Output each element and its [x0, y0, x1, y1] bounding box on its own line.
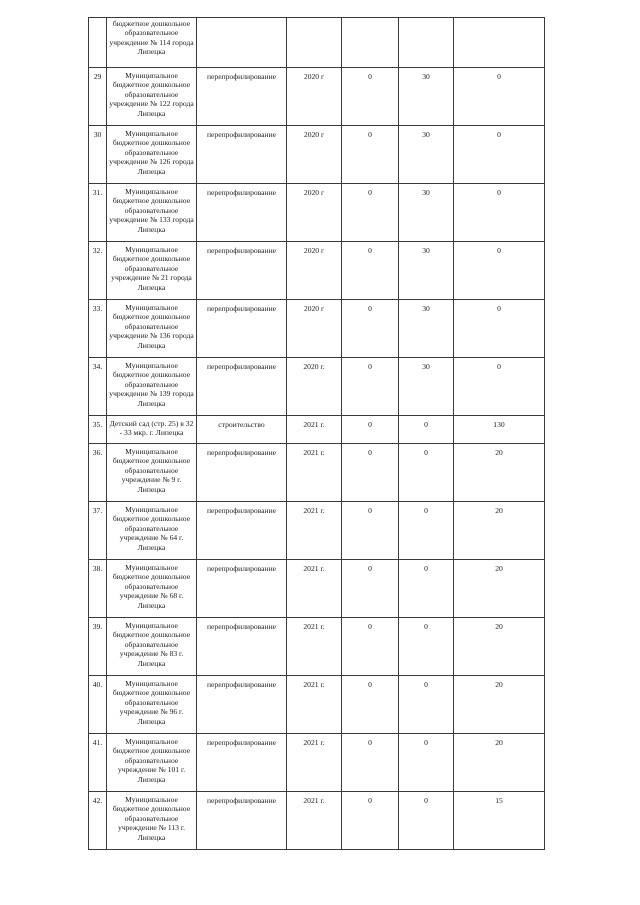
institution-name-cell: Детский сад (стр. 25) в 32 - 33 мкр. г. Липецка	[107, 416, 197, 444]
value-3-cell: 20	[454, 676, 545, 734]
year-cell: 2020 г	[287, 184, 342, 242]
row-number-cell: 31.	[89, 184, 107, 242]
value-2-cell: 30	[399, 126, 454, 184]
work-type-cell: перепрофилирование	[197, 618, 287, 676]
value-2-cell: 0	[399, 676, 454, 734]
work-type-cell: перепрофилирование	[197, 444, 287, 502]
value-3-cell: 0	[454, 126, 545, 184]
value-1-cell: 0	[342, 184, 399, 242]
value-1-cell: 0	[342, 126, 399, 184]
work-type-cell: перепрофилирование	[197, 676, 287, 734]
row-number-cell: 32.	[89, 242, 107, 300]
year-cell: 2021 г.	[287, 416, 342, 444]
value-2-cell: 0	[399, 618, 454, 676]
institution-name-cell: Муниципальное бюджетное дошкольное образовательное учреждение № 68 г. Липецка	[107, 560, 197, 618]
value-3-cell: 20	[454, 734, 545, 792]
year-cell: 2021 г.	[287, 734, 342, 792]
value-3-cell: 15	[454, 792, 545, 850]
row-number-cell: 29	[89, 68, 107, 126]
year-cell: 2020 г	[287, 300, 342, 358]
institution-name-cell: Муниципальное бюджетное дошкольное образовательное учреждение № 126 города Липецка	[107, 126, 197, 184]
value-2-cell: 0	[399, 416, 454, 444]
institution-name-cell: Муниципальное бюджетное дошкольное образовательное учреждение № 21 города Липецка	[107, 242, 197, 300]
table-row	[89, 792, 545, 850]
value-2-cell: 0	[399, 560, 454, 618]
work-type-cell: перепрофилирование	[197, 126, 287, 184]
work-type-cell: перепрофилирование	[197, 68, 287, 126]
institution-name-cell: Муниципальное бюджетное дошкольное образовательное учреждение № 133 города Липецка	[107, 184, 197, 242]
work-type-cell: перепрофилирование	[197, 242, 287, 300]
value-2-cell: 30	[399, 242, 454, 300]
table-row	[89, 502, 545, 560]
institution-name-cell: Муниципальное бюджетное дошкольное образовательное учреждение № 101 г. Липецка	[107, 734, 197, 792]
year-cell: 2020 г	[287, 242, 342, 300]
value-3-cell: 0	[454, 300, 545, 358]
value-3-cell: 20	[454, 618, 545, 676]
institution-name-cell: Муниципальное бюджетное дошкольное образовательное учреждение № 122 города Липецка	[107, 68, 197, 126]
value-1-cell: 0	[342, 734, 399, 792]
value-1-cell: 0	[342, 502, 399, 560]
year-cell	[287, 18, 342, 68]
table-row	[89, 734, 545, 792]
institution-name-cell: бюджетное дошкольное образовательное учреждение № 114 города Липецка	[107, 18, 197, 68]
value-1-cell: 0	[342, 300, 399, 358]
year-cell: 2021 г.	[287, 560, 342, 618]
row-number-cell: 39.	[89, 618, 107, 676]
value-3-cell	[454, 18, 545, 68]
value-2-cell: 0	[399, 734, 454, 792]
value-2-cell: 30	[399, 300, 454, 358]
work-type-cell: перепрофилирование	[197, 734, 287, 792]
value-1-cell: 0	[342, 560, 399, 618]
table-row	[89, 300, 545, 358]
table-row	[89, 358, 545, 416]
year-cell: 2020 г.	[287, 358, 342, 416]
value-2-cell: 30	[399, 358, 454, 416]
value-1-cell: 0	[342, 68, 399, 126]
year-cell: 2021 г.	[287, 502, 342, 560]
value-1-cell	[342, 18, 399, 68]
value-3-cell: 0	[454, 184, 545, 242]
value-3-cell: 20	[454, 560, 545, 618]
year-cell: 2021 г.	[287, 676, 342, 734]
row-number-cell: 35.	[89, 416, 107, 444]
work-type-cell: перепрофилирование	[197, 502, 287, 560]
work-type-cell: перепрофилирование	[197, 792, 287, 850]
value-2-cell: 30	[399, 184, 454, 242]
table-row	[89, 618, 545, 676]
table-row	[89, 676, 545, 734]
row-number-cell: 37.	[89, 502, 107, 560]
year-cell: 2020 г	[287, 126, 342, 184]
year-cell: 2020 г	[287, 68, 342, 126]
year-cell: 2021 г.	[287, 792, 342, 850]
value-3-cell: 130	[454, 416, 545, 444]
value-2-cell: 0	[399, 444, 454, 502]
row-number-cell: 38.	[89, 560, 107, 618]
value-3-cell: 20	[454, 502, 545, 560]
value-1-cell: 0	[342, 618, 399, 676]
year-cell: 2021 г.	[287, 618, 342, 676]
value-3-cell: 0	[454, 358, 545, 416]
table-row	[89, 242, 545, 300]
work-type-cell: перепрофилирование	[197, 184, 287, 242]
table-row	[89, 560, 545, 618]
institution-name-cell: Муниципальное бюджетное дошкольное образовательное учреждение № 83 г. Липецка	[107, 618, 197, 676]
table-body	[89, 18, 545, 850]
table-row	[89, 68, 545, 126]
value-1-cell: 0	[342, 358, 399, 416]
value-1-cell: 0	[342, 242, 399, 300]
institution-name-cell: Муниципальное бюджетное дошкольное образовательное учреждение № 136 города Липецка	[107, 300, 197, 358]
row-number-cell: 41.	[89, 734, 107, 792]
table-row	[89, 18, 545, 68]
value-3-cell: 0	[454, 242, 545, 300]
value-1-cell: 0	[342, 676, 399, 734]
value-2-cell: 0	[399, 502, 454, 560]
value-1-cell: 0	[342, 444, 399, 502]
institution-name-cell: Муниципальное бюджетное дошкольное образовательное учреждение № 96 г. Липецка	[107, 676, 197, 734]
table-row	[89, 126, 545, 184]
row-number-cell: 30	[89, 126, 107, 184]
table-row	[89, 444, 545, 502]
row-number-cell: 42.	[89, 792, 107, 850]
row-number-cell: 36.	[89, 444, 107, 502]
work-type-cell	[197, 18, 287, 68]
row-number-cell	[89, 18, 107, 68]
table-row	[89, 184, 545, 242]
row-number-cell: 34.	[89, 358, 107, 416]
work-type-cell: перепрофилирование	[197, 358, 287, 416]
table-row	[89, 416, 545, 444]
institution-name-cell: Муниципальное бюджетное дошкольное образовательное учреждение № 139 города Липецка	[107, 358, 197, 416]
work-type-cell: перепрофилирование	[197, 560, 287, 618]
institution-name-cell: Муниципальное бюджетное дошкольное образовательное учреждение № 113 г. Липецка	[107, 792, 197, 850]
work-type-cell: строительство	[197, 416, 287, 444]
institution-name-cell: Муниципальное бюджетное дошкольное образовательное учреждение № 9 г. Липецка	[107, 444, 197, 502]
value-1-cell: 0	[342, 416, 399, 444]
value-2-cell	[399, 18, 454, 68]
work-type-cell: перепрофилирование	[197, 300, 287, 358]
row-number-cell: 40.	[89, 676, 107, 734]
value-2-cell: 30	[399, 68, 454, 126]
value-2-cell: 0	[399, 792, 454, 850]
value-3-cell: 0	[454, 68, 545, 126]
row-number-cell: 33.	[89, 300, 107, 358]
value-1-cell: 0	[342, 792, 399, 850]
institution-name-cell: Муниципальное бюджетное дошкольное образовательное учреждение № 64 г. Липецка	[107, 502, 197, 560]
value-3-cell: 20	[454, 444, 545, 502]
year-cell: 2021 г.	[287, 444, 342, 502]
facilities-table	[88, 17, 545, 850]
